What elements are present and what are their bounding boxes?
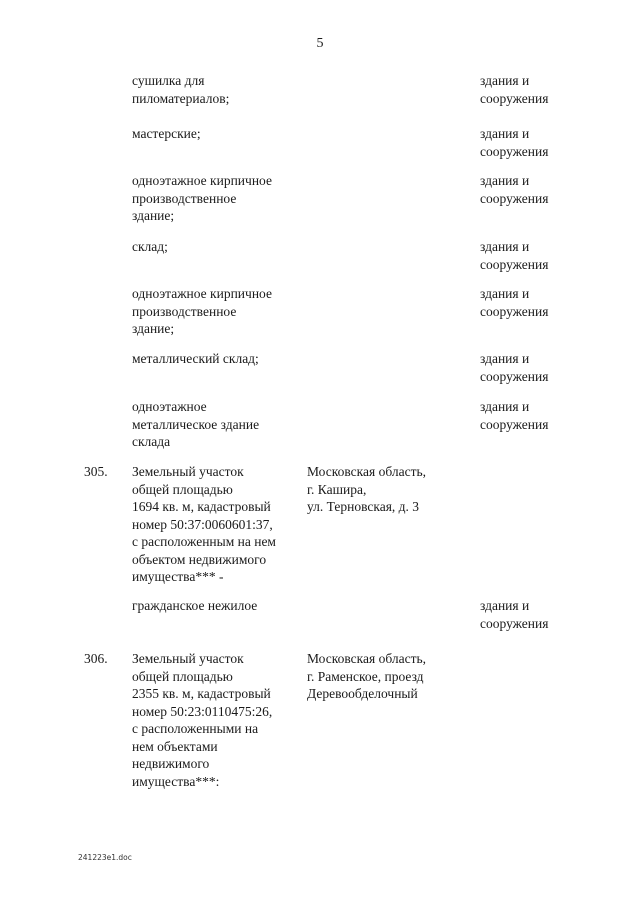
entry-description: одноэтажное кирпичное производственное здание;	[132, 286, 272, 336]
entry-description: Земельный участок общей площадью 2355 кв. м, кадастровый номер 50:23:0110475:26, с расположенными на нем объектами недвижимого имущества***:	[132, 651, 273, 789]
entry-category: здания и сооружения	[480, 73, 549, 106]
entry-description: склад;	[132, 239, 168, 254]
entry-number: 305.	[84, 464, 108, 479]
entry-category: здания и сооружения	[480, 126, 549, 159]
entry-address: Московская область, г. Кашира, ул. Терновская, д. 3	[307, 464, 427, 514]
entry-category: здания и сооружения	[480, 286, 549, 319]
entry-description: металлический склад;	[132, 351, 259, 366]
page-number: 5	[316, 36, 324, 51]
entry-description: сушилка для пиломатериалов;	[132, 73, 230, 106]
entry-category: здания и сооружения	[480, 173, 549, 206]
entry-description: гражданское нежилое	[132, 598, 258, 613]
entry-category: здания и сооружения	[480, 598, 549, 631]
entry-category: здания и сооружения	[480, 351, 549, 384]
entry-category: здания и сооружения	[480, 399, 549, 432]
entry-description: одноэтажное металлическое здание склада	[132, 399, 260, 449]
entry-description: мастерские;	[132, 126, 201, 141]
document-footer: 241223e1.doc	[78, 853, 132, 862]
entry-address: Московская область, г. Раменское, проезд Деревообделочный	[307, 651, 427, 701]
entry-description: Земельный участок общей площадью 1694 кв. м, кадастровый номер 50:37:0060601:37, с расположенным на нем объектом недвижимого имущества*** -	[132, 464, 276, 584]
entry-category: здания и сооружения	[480, 239, 549, 272]
entry-description: одноэтажное кирпичное производственное здание;	[132, 173, 272, 223]
entry-number: 306.	[84, 651, 108, 666]
